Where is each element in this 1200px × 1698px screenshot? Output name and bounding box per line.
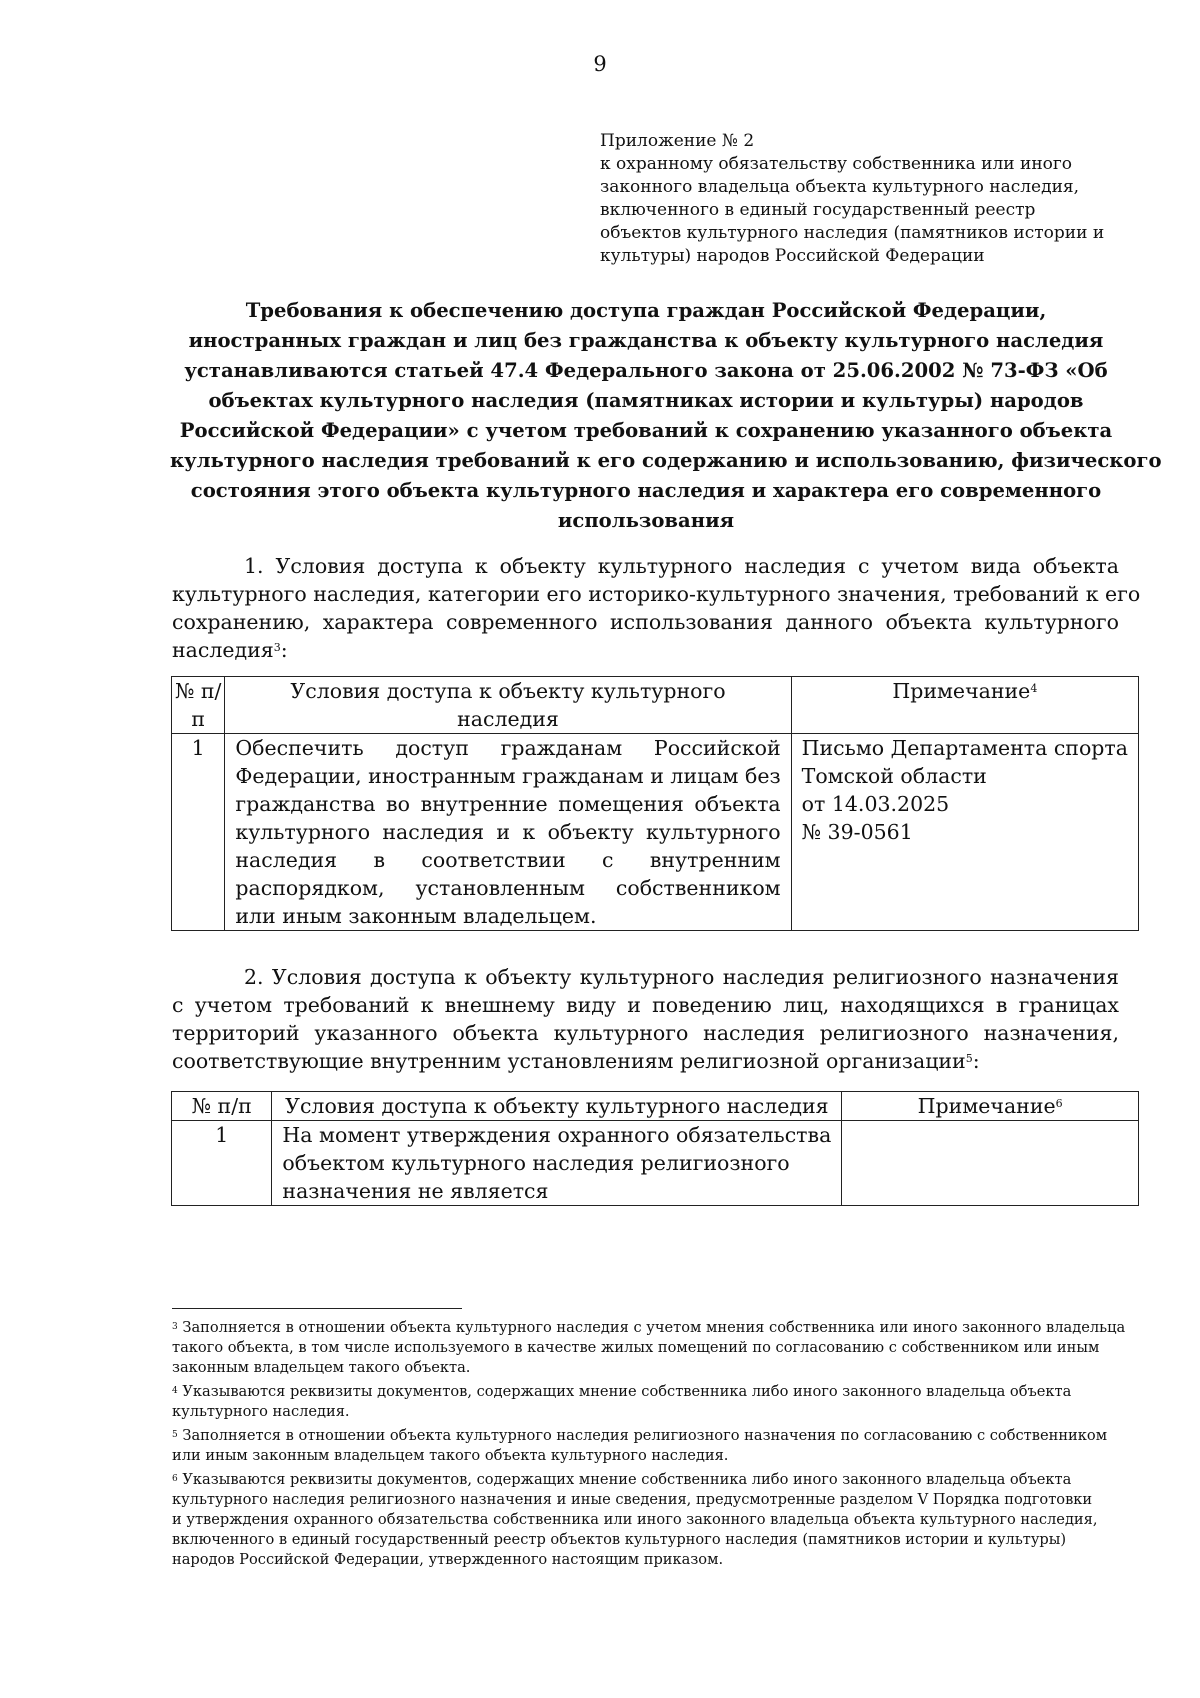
section-2-line-text: соответствующие внутренним установлениям религиозной организации — [172, 1049, 966, 1073]
row-note — [842, 1121, 1139, 1206]
footnote-mark: 4 — [172, 1386, 178, 1396]
row-conditions-line: или иным законным владельцем. — [235, 904, 597, 928]
footnote-mark: 3 — [172, 1322, 178, 1332]
row-conditions-line: распорядком, установленным собственником — [235, 876, 781, 900]
footnote-line — [172, 1318, 1126, 1338]
footnote-line: культурного наследия. — [172, 1403, 350, 1420]
footnote-ref-4[interactable]: 4 — [1030, 682, 1038, 695]
page-number: 9 — [593, 52, 607, 76]
access-conditions-table — [171, 676, 1139, 931]
document-title — [170, 296, 1162, 536]
row-note-line: Письмо Департамента спорта — [801, 736, 1128, 760]
footnote-3 — [172, 1318, 1126, 1378]
footnote-text: Указываются реквизиты документов, содержащих мнение собственника либо иного законного владельца объекта — [182, 1471, 1072, 1488]
title-line: иностранных граждан и лиц без гражданства к объекту культурного наследия — [188, 329, 1104, 352]
footnote-text: Заполняется в отношении объекта культурного наследия религиозного назначения по согласованию с собственником — [182, 1427, 1108, 1444]
header-num: № п/п — [172, 1092, 272, 1121]
footnote-text: Заполняется в отношении объекта культурного наследия с учетом мнения собственника или иного законного владельца — [182, 1319, 1126, 1336]
table-header-row — [172, 677, 1139, 734]
title-line: устанавливаются статьей 47.4 Федерального закона от 25.06.2002 № 73-ФЗ «Об — [184, 359, 1108, 382]
footnote-line: народов Российской Федерации, утвержденного настоящим приказом. — [172, 1551, 724, 1568]
title-line: культурного наследия требований к его содержанию и использованию, физического — [170, 449, 1162, 472]
row-conditions-line: гражданства во внутренние помещения объекта — [235, 792, 781, 816]
footnote-line: и утверждения охранного обязательства собственника или иного законного владельца объекта культурного наследия, — [172, 1511, 1098, 1528]
appendix-line: Приложение № 2 — [600, 131, 755, 151]
appendix-line: включенного в единый государственный реестр — [600, 200, 1036, 220]
header-conditions-line: Условия доступа к объекту культурного — [290, 679, 726, 703]
footnote-ref-5[interactable]: 5 — [965, 1052, 973, 1065]
title-line: состояния этого объекта культурного наследия и характера его современного — [190, 479, 1102, 502]
section-2-paragraph — [172, 963, 1119, 1075]
title-line: использования — [557, 509, 735, 532]
footnote-text: Указываются реквизиты документов, содержащих мнение собственника либо иного законного владельца объекта — [182, 1383, 1072, 1400]
section-1-line: 1. Условия доступа к объекту культурного наследия с учетом вида объекта — [244, 554, 1119, 578]
row-conditions — [272, 1121, 842, 1206]
header-note — [842, 1092, 1139, 1121]
footnote-6 — [172, 1470, 1122, 1570]
row-note-line: № 39-0561 — [801, 820, 913, 844]
row-conditions-line: На момент утверждения охранного обязательства — [282, 1123, 832, 1147]
footnote-line — [172, 1426, 1122, 1446]
footnote-line: такого объекта, в том числе используемого в качестве жилых помещений по согласованию с собственником или иным — [172, 1339, 1100, 1356]
section-1-line: сохранению, характера современного использования данного объекта культурного — [172, 610, 1119, 634]
section-1-paragraph — [172, 552, 1141, 664]
section-1-tail: : — [280, 638, 288, 662]
section-1-line: культурного наследия, категории его историко-культурного значения, требований к его — [172, 582, 1141, 606]
appendix-line: культуры) народов Российской Федерации — [600, 246, 985, 266]
row-conditions — [225, 734, 791, 931]
table-row — [172, 734, 1139, 931]
header-conditions-line: наследия — [457, 707, 559, 731]
header-note-text: Примечание — [917, 1094, 1056, 1118]
appendix-line: объектов культурного наследия (памятников истории и — [600, 223, 1105, 243]
row-conditions-line: Обеспечить доступ гражданам Российской — [235, 736, 781, 760]
row-note-line: от 14.03.2025 — [801, 792, 950, 816]
section-1-line-last — [172, 636, 1119, 664]
row-conditions-line: наследия в соответствии с внутренним — [235, 848, 781, 872]
footnotes — [172, 1318, 1126, 1574]
row-conditions-line: объектом культурного наследия религиозного — [282, 1151, 790, 1175]
header-conditions — [225, 677, 791, 734]
row-conditions-line: Федерации, иностранным гражданам и лицам без — [235, 764, 781, 788]
row-num: 1 — [172, 1121, 272, 1206]
row-note — [791, 734, 1138, 931]
title-line: Требования к обеспечению доступа граждан Российской Федерации, — [245, 299, 1047, 322]
appendix-line: к охранному обязательству собственника или иного — [600, 154, 1073, 174]
header-note-text: Примечание — [892, 679, 1031, 703]
footnote-mark: 5 — [172, 1430, 178, 1440]
section-1-line-text: наследия — [172, 638, 274, 662]
appendix-line: законного владельца объекта культурного наследия, — [600, 177, 1080, 197]
section-2-line: территорий указанного объекта культурного наследия религиозного назначения, — [172, 1021, 1119, 1045]
title-line: объектах культурного наследия (памятниках истории и культуры) народов — [208, 389, 1084, 412]
header-num: № п/п — [172, 677, 225, 734]
table-row — [172, 1121, 1139, 1206]
section-2-line-last — [172, 1047, 1119, 1075]
footnote-4 — [172, 1382, 1122, 1422]
section-2-line: 2. Условия доступа к объекту культурного наследия религиозного назначения — [244, 965, 1119, 989]
footnote-line: культурного наследия религиозного назначения и иные сведения, предусмотренные разделом V Порядка подготовки — [172, 1491, 1093, 1508]
footnote-divider — [172, 1308, 462, 1309]
footnote-line: или иным законным владельцем такого объекта культурного наследия. — [172, 1447, 729, 1464]
footnote-mark: 6 — [172, 1474, 178, 1484]
footnote-line — [172, 1382, 1122, 1402]
footnote-ref-6[interactable]: 6 — [1055, 1097, 1063, 1110]
header-conditions: Условия доступа к объекту культурного наследия — [272, 1092, 842, 1121]
row-note-line: Томской области — [801, 764, 987, 788]
row-num: 1 — [172, 734, 225, 931]
appendix-header — [600, 130, 1105, 268]
header-note — [791, 677, 1138, 734]
religious-access-table — [171, 1091, 1139, 1206]
footnote-ref-3[interactable]: 3 — [273, 641, 281, 654]
footnote-line: включенного в единый государственный реестр объектов культурного наследия (памятников истории и культуры) — [172, 1531, 1067, 1548]
row-conditions-line: назначения не является — [282, 1179, 549, 1203]
footnote-5 — [172, 1426, 1122, 1466]
table-header-row — [172, 1092, 1139, 1121]
section-2-line: с учетом требований к внешнему виду и поведению лиц, находящихся в границах — [172, 993, 1119, 1017]
section-2-tail: : — [972, 1049, 980, 1073]
row-conditions-line: культурного наследия и к объекту культурного — [235, 820, 781, 844]
title-line: Российской Федерации» с учетом требований к сохранению указанного объекта — [179, 419, 1113, 442]
footnote-line: законным владельцем такого объекта. — [172, 1359, 471, 1376]
footnote-line — [172, 1470, 1122, 1490]
